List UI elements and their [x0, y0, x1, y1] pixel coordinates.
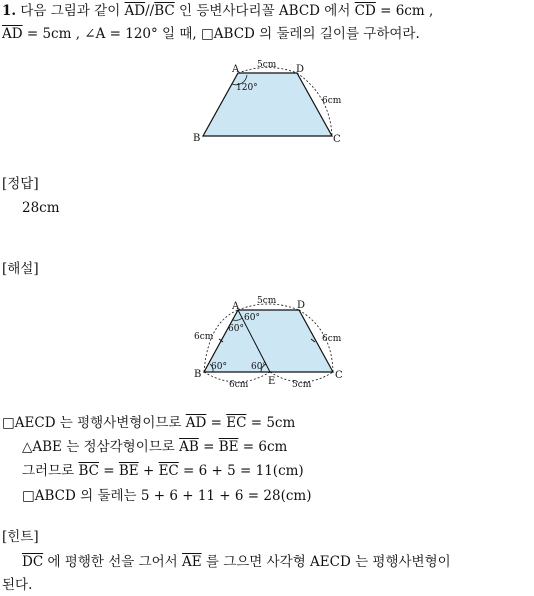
- vertex-label-e: E: [268, 376, 276, 387]
- segment-ad: $\overline{AD}$: [185, 415, 207, 431]
- segment-cd: $\overline{CD}$: [354, 3, 376, 19]
- vertex-label-a: A: [232, 64, 240, 75]
- segment-ab: $\overline{AB}$: [179, 439, 199, 455]
- top-length-label: 5cm: [257, 60, 277, 70]
- side-length-label: 6cm: [322, 96, 342, 106]
- be-length-label: 6cm: [229, 380, 249, 390]
- angle-label-a2: 60°: [228, 324, 244, 334]
- problem-line-2: $\overline{AD} = 5cm$ , ∠A = 120° 일 때, □ABCD 의 둘레의 길이를 구하여라.: [2, 26, 420, 42]
- vertex-label-d: D: [297, 300, 306, 311]
- segment-ec: $\overline{EC}$: [158, 463, 179, 479]
- answer-heading: [정답]: [2, 176, 39, 192]
- vertex-label-d: D: [296, 64, 305, 75]
- problem-line-1: 1. 다음 그림과 같이 $\overline{AD}//\overline{BC}$ 인 등변사다리꼴 ABCD 에서 $\overline{CD} = 6cm$ ,: [2, 3, 434, 19]
- solution-heading: [해설]: [2, 261, 39, 277]
- problem-number: 1.: [2, 3, 17, 19]
- solution-step-3: 그러므로 $\overline{BC} = \overline{BE} + \overline{EC} = 6 + 5 = 11(cm)$: [22, 463, 304, 479]
- angle-label-a1: 60°: [244, 313, 260, 323]
- top-length-label: 5cm: [257, 296, 277, 306]
- hint-line-2: 된다.: [2, 577, 33, 593]
- vertex-label-b: B: [194, 369, 202, 380]
- angle-label: 120°: [236, 83, 258, 93]
- answer-value: 28cm: [22, 200, 60, 216]
- hint-heading: [힌트]: [2, 529, 39, 545]
- vertex-label-c: C: [333, 134, 341, 145]
- vertex-label-a: A: [232, 301, 240, 312]
- segment-be: $\overline{BE}$: [218, 439, 239, 455]
- solution-step-1: □AECD 는 평행사변형이므로 $\overline{AD} = \overline{EC} = 5cm$: [2, 415, 296, 431]
- hint-line-1: $\overline{DC}$ 에 평행한 선을 그어서 $\overline{AE}$ 를 그으면 사각형 AECD 는 평행사변형이: [22, 554, 451, 570]
- vertex-label-b: B: [193, 133, 201, 144]
- segment-ec: $\overline{EC}$: [226, 415, 247, 431]
- vertex-label-c: C: [335, 370, 343, 381]
- ec-length-label: 5cm: [292, 380, 312, 390]
- segment-be: $\overline{BE}$: [118, 463, 139, 479]
- angle-label-e: 60°: [251, 362, 267, 372]
- solution-step-4: □ABCD 의 둘레는 5 + 6 + 11 + 6 = 28(cm): [22, 488, 312, 504]
- segment-dc: $\overline{DC}$: [22, 554, 44, 570]
- solution-step-2: △ABE 는 정삼각형이므로 $\overline{AB} = \overline{BE} = 6cm$: [22, 439, 288, 455]
- segment-ad: $\overline{AD}$: [124, 3, 146, 19]
- segment-bc: $\overline{BC}$: [78, 463, 99, 479]
- segment-ae: $\overline{AE}$: [181, 554, 202, 570]
- right-side-label: 6cm: [322, 334, 342, 344]
- left-side-label: 6cm: [194, 332, 214, 342]
- angle-label-b: 60°: [211, 362, 227, 372]
- segment-bc: $\overline{BC}$: [154, 3, 175, 19]
- segment-ad: $\overline{AD}$: [2, 26, 23, 42]
